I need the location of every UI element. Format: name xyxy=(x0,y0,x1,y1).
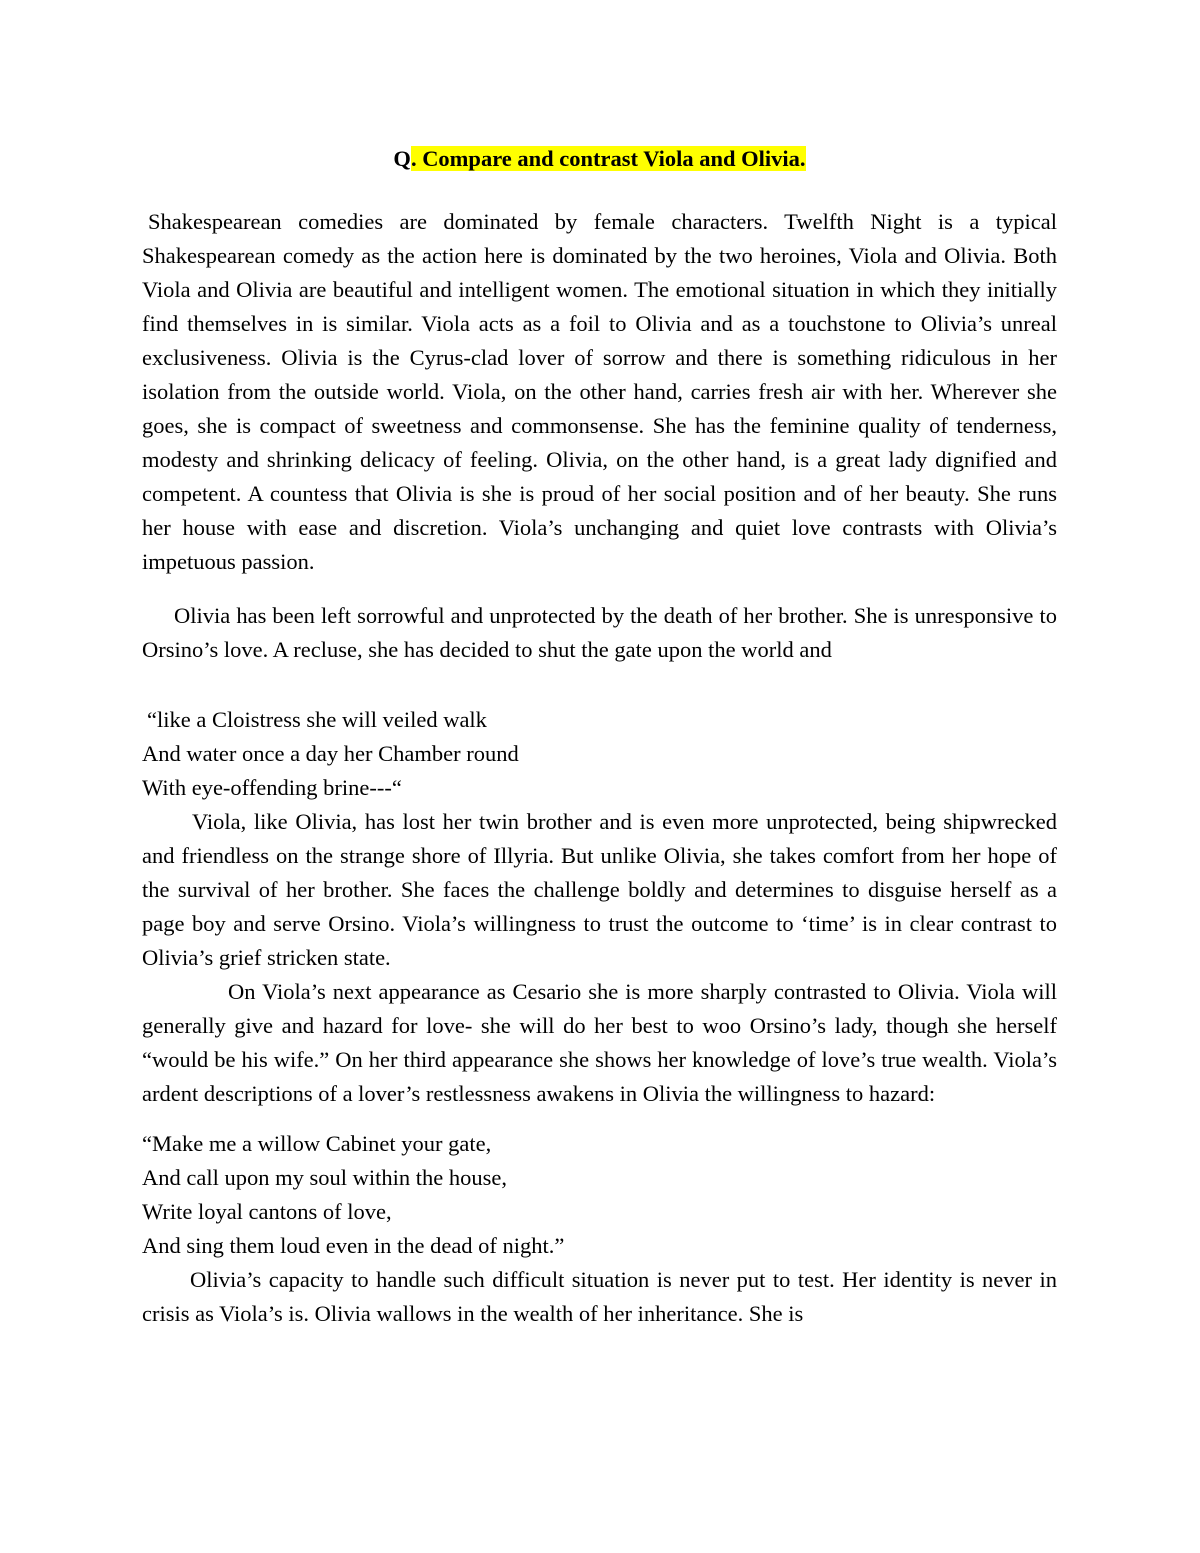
paragraph-intro: Shakespearean comedies are dominated by female characters. Twelfth Night is a typical Shakespearean comedy as the action here is dominated by the two heroines, Viola and Olivia. Both Viola and Olivia are beautiful and intelligent women. The emotional situation in which they initially find themselves in is similar. Viola acts as a foil to Olivia and as a touchstone to Olivia’s unreal exclusiveness. Olivia is the Cyrus-clad lover of sorrow and there is something ridiculous in her isolation from the outside world. Viola, on the other hand, carries fresh air with her. Wherever she goes, she is compact of sweetness and commonsense. She has the feminine quality of tenderness, modesty and shrinking delicacy of feeling. Olivia, on the other hand, is a great lady dignified and competent. A countess that Olivia is she is proud of her social position and of her beauty. She runs her house with ease and discretion. Viola’s unchanging and quiet love contrasts with Olivia’s impetuous passion. xyxy=(142,209,1057,574)
paragraph-viola-shipwreck: Viola, like Olivia, has lost her twin brother and is even more unprotected, being shipwrecked and friendless on the strange shore of Illyria. But unlike Olivia, she takes comfort from her hope of the survival of her brother. She faces the challenge boldly and determines to disguise herself as a page boy and serve Orsino. Viola’s willingness to trust the outcome to ‘time’ is in clear contrast to Olivia’s grief stricken state. xyxy=(142,809,1057,970)
quote-cloistress xyxy=(142,703,1057,805)
paragraph-olivia-sorrow: Olivia has been left sorrowful and unprotected by the death of her brother. She is unresponsive to Orsino’s love. A recluse, she has decided to shut the gate upon the world and xyxy=(142,603,1057,662)
title-highlighted-text: . Compare and contrast Viola and Olivia. xyxy=(410,146,806,171)
quote-willow-cabinet xyxy=(142,1127,1057,1263)
quote-line: And water once a day her Chamber round xyxy=(142,741,519,766)
quote-line: Write loyal cantons of love, xyxy=(142,1199,392,1224)
document-page xyxy=(142,140,1057,1331)
question-title xyxy=(142,140,1057,178)
paragraph-olivia-capacity: Olivia’s capacity to handle such difficult situation is never put to test. Her identity is never in crisis as Viola’s is. Olivia wallows in the wealth of her inheritance. She is xyxy=(142,1267,1057,1326)
quote-line: And call upon my soul within the house, xyxy=(142,1165,507,1190)
title-prefix: Q xyxy=(393,146,411,171)
quote-line: With eye-offending brine---“ xyxy=(142,775,402,800)
quote-line: “like a Cloistress she will veiled walk xyxy=(147,707,487,732)
quote-line: “Make me a willow Cabinet your gate, xyxy=(142,1131,492,1156)
paragraph-viola-cesario: On Viola’s next appearance as Cesario she is more sharply contrasted to Olivia. Viola will generally give and hazard for love- she will do her best to woo Orsino’s lady, though she herself “would be his wife.” On her third appearance she shows her knowledge of love’s true wealth. Viola’s ardent descriptions of a lover’s restlessness awakens in Olivia the willingness to hazard: xyxy=(142,979,1057,1106)
quote-line: And sing them loud even in the dead of night.” xyxy=(142,1233,565,1258)
